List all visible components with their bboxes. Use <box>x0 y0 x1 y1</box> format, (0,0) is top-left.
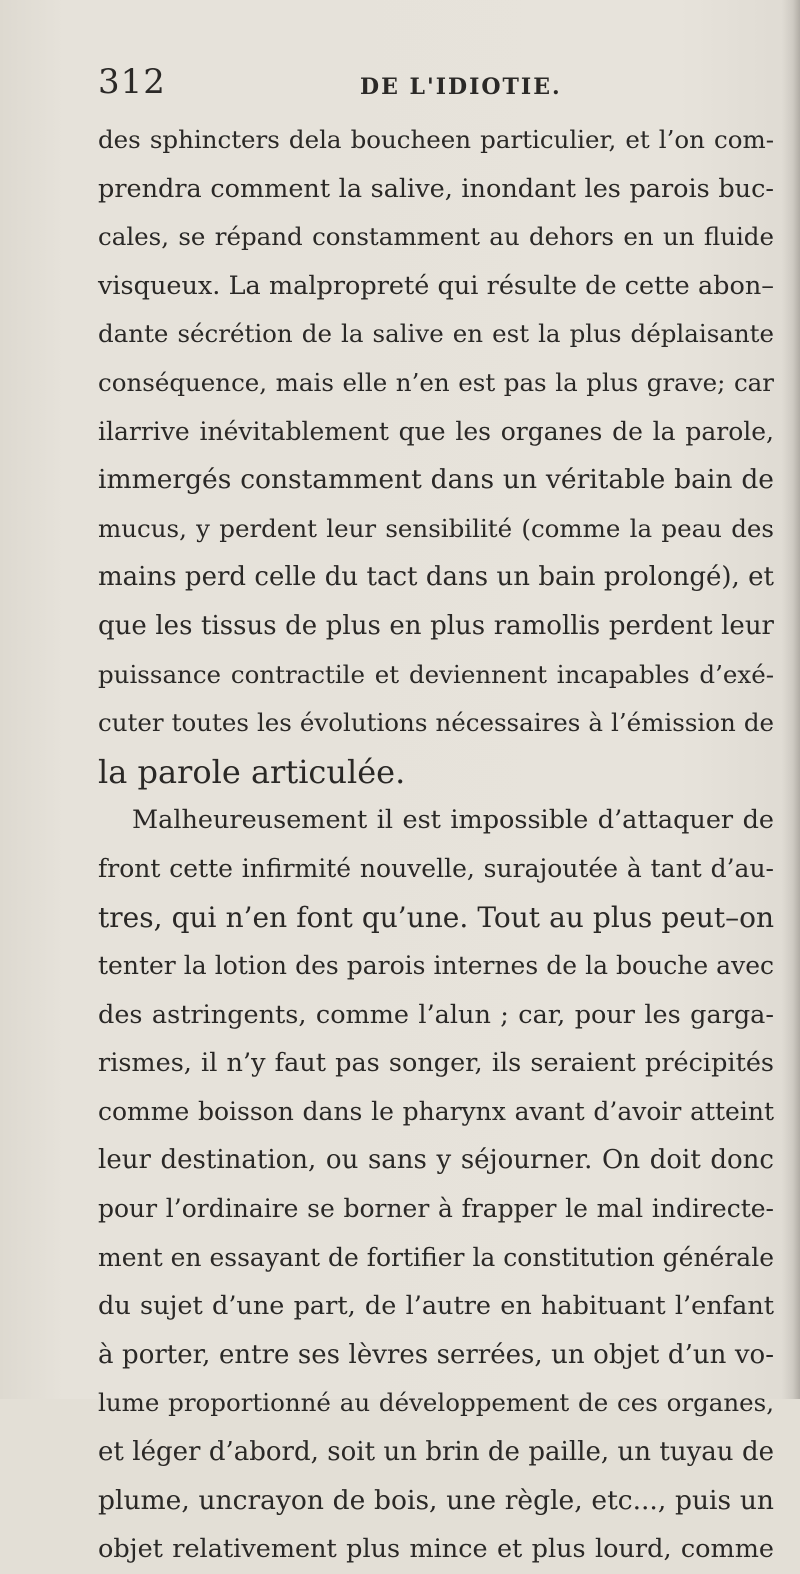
text-line: tenter la lotion des parois internes de la bouche avec <box>98 951 774 981</box>
text-line: rismes, il n’y faut pas songer, ils seraient précipités <box>98 1048 774 1079</box>
paragraph-start-line: Malheureusement il est impossible d’attaquer de <box>132 805 774 836</box>
text-line: ment en essayant de fortifier la constitution générale <box>98 1242 774 1272</box>
text-line: visqueux. La malpropreté qui résulte de cette abon– <box>98 270 774 301</box>
text-line: objet relativement plus mince et plus lourd, comme <box>98 1534 774 1565</box>
text-line: prendra comment la salive, inondant les parois buc- <box>98 173 774 204</box>
text-line: cales, se répand constamment au dehors en un fluide <box>98 222 774 252</box>
page-edge-shadow <box>782 0 800 1399</box>
text-line: cuter toutes les évolutions nécessaires à l’émission de <box>98 708 774 738</box>
text-line: comme boisson dans le pharynx avant d’avoir atteint <box>98 1096 774 1126</box>
text-line: mains perd celle du tact dans un bain prolongé), et <box>98 562 774 593</box>
page-number: 312 <box>98 62 166 102</box>
text-line: dante sécrétion de la salive en est la plus déplaisante <box>98 319 774 349</box>
text-line: du sujet d’une part, de l’autre en habituant l’enfant <box>98 1291 774 1322</box>
text-line: des sphincters dela boucheen particulier, et l’on com- <box>98 125 774 154</box>
text-line: mucus, y perdent leur sensibilité (comme la peau des <box>98 513 774 543</box>
text-line: ilarrive inévitablement que les organes de la parole, <box>98 416 774 446</box>
text-line: et léger d’abord, soit un brin de paille, un tuyau de <box>98 1437 774 1468</box>
text-line: à porter, entre ses lèvres serrées, un objet d’un vo- <box>98 1339 774 1370</box>
text-line: des astringents, comme l’alun ; car, pour les garga- <box>98 999 774 1030</box>
running-head: DE L'IDIOTIE. <box>360 74 562 100</box>
text-line: que les tissus de plus en plus ramollis perdent leur <box>98 610 774 641</box>
page-header <box>98 62 658 102</box>
body-text <box>98 116 774 1574</box>
text-line: pour l’ordinaire se borner à frapper le mal indirecte- <box>98 1194 774 1224</box>
text-line: leur destination, ou sans y séjourner. On doit donc <box>98 1145 774 1176</box>
text-line: tres, qui n’en font qu’une. Tout au plus peut–on <box>98 900 774 934</box>
text-line: puissance contractile et deviennent incapables d’exé- <box>98 659 774 689</box>
text-line: plume, uncrayon de bois, une règle, etc..., puis un <box>98 1484 774 1516</box>
text-line: immergés constamment dans un véritable bain de <box>98 464 774 496</box>
text-line: front cette infirmité nouvelle, surajoutée à tant d’au- <box>98 853 774 883</box>
paragraph-end-line: la parole articulée. <box>98 752 406 791</box>
text-line: lume proportionné au développement de ces organes, <box>98 1388 774 1418</box>
text-line: conséquence, mais elle n’en est pas la plus grave; car <box>98 367 774 397</box>
